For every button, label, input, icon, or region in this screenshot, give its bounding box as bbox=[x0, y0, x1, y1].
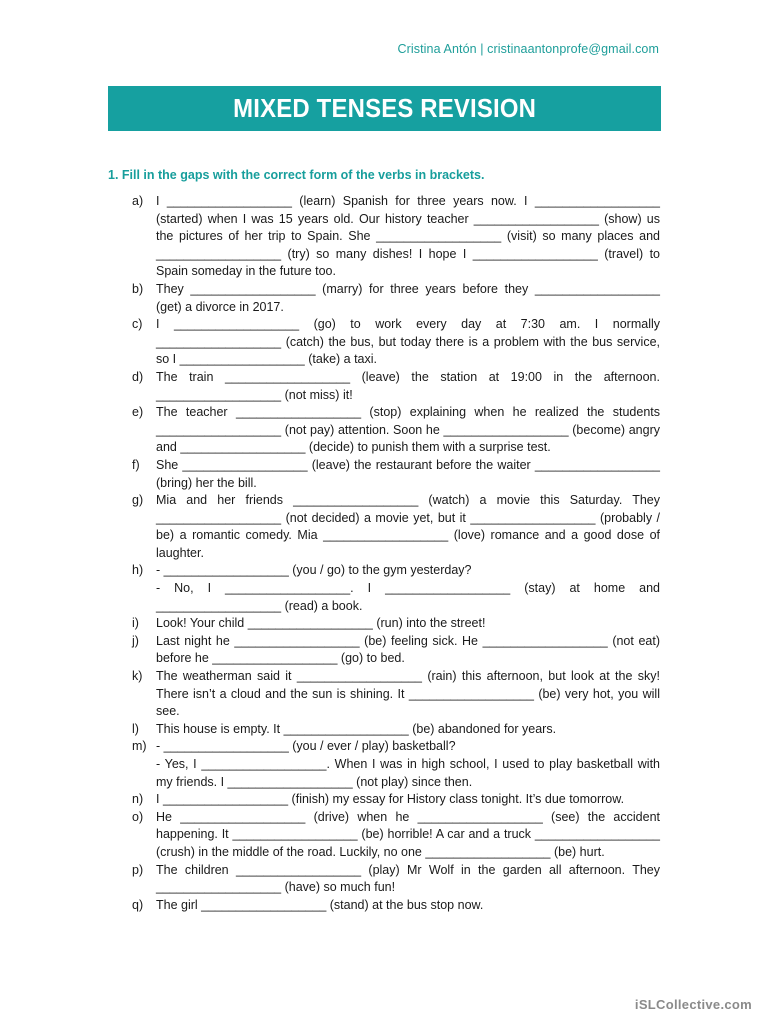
exercise-item bbox=[132, 492, 660, 562]
exercise-item bbox=[132, 633, 660, 668]
item-letter: o) bbox=[132, 809, 144, 824]
exercise-item bbox=[132, 668, 660, 721]
item-letter: p) bbox=[132, 862, 144, 877]
item-letter: m) bbox=[132, 739, 147, 754]
exercise-item bbox=[132, 404, 660, 457]
item-text: Last night he __________________ (be) feeling sick. He __________________ (not eat) before he __________________ (go) to bed. bbox=[156, 633, 660, 666]
exercise-item bbox=[132, 193, 660, 281]
item-text: I __________________ (go) to work every day at 7:30 am. I normally __________________ (catch) the bus, but today there is a problem with the bus service, so I __________________ (take) a taxi. bbox=[156, 317, 660, 367]
exercise-item bbox=[132, 897, 660, 915]
exercise-item bbox=[132, 862, 660, 897]
item-letter: c) bbox=[132, 317, 143, 332]
exercise-item bbox=[132, 562, 660, 615]
item-text: She __________________ (leave) the restaurant before the waiter __________________ (bring) her the bill. bbox=[156, 457, 660, 490]
page-title: MIXED TENSES REVISION bbox=[233, 93, 536, 123]
item-letter: d) bbox=[132, 369, 144, 384]
item-letter: j) bbox=[132, 633, 139, 648]
item-letter: k) bbox=[132, 669, 143, 684]
exercise-item bbox=[132, 615, 660, 633]
item-text: Mia and her friends __________________ (watch) a movie this Saturday. They __________________ (not decided) a movie yet, but it __________________ (probably / be) a romantic comedy. Mia __________________ (love) romance and a good dose of laughter. bbox=[156, 493, 660, 560]
item-letter: b) bbox=[132, 281, 144, 296]
exercise-items bbox=[132, 193, 660, 914]
item-text: They __________________ (marry) for three years before they __________________ (get) a divorce in 2017. bbox=[156, 281, 660, 314]
item-text: The girl __________________ (stand) at the bus stop now. bbox=[156, 897, 484, 912]
item-letter: h) bbox=[132, 563, 144, 578]
exercise-item bbox=[132, 369, 660, 404]
item-text: Look! Your child __________________ (run) into the street! bbox=[156, 616, 486, 631]
item-text: The train __________________ (leave) the station at 19:00 in the afternoon. __________________ (not miss) it! bbox=[156, 369, 660, 402]
site-watermark: iSLCollective.com bbox=[634, 997, 752, 1012]
exercise-item bbox=[132, 721, 660, 739]
item-text: - __________________ (you / go) to the gym yesterday? - No, I __________________. I __________________ (stay) at home and __________________ (read) a book. bbox=[156, 563, 660, 613]
item-letter: i) bbox=[132, 616, 139, 631]
item-letter: l) bbox=[132, 721, 139, 736]
item-text: The weatherman said it __________________ (rain) this afternoon, but look at the sky! There isn’t a cloud and the sun is shining. It __________________ (be) very hot, you will see. bbox=[156, 669, 660, 719]
item-text: I __________________ (learn) Spanish for three years now. I __________________ (started) when I was 15 years old. Our history teacher __________________ (show) us the pictures of her trip to Spain. She __________________ (visit) so many places and __________________ (try) so many dishes! I hope I __________________ (travel) to Spain someday in the future too. bbox=[156, 194, 660, 279]
item-text: - __________________ (you / ever / play) basketball? - Yes, I __________________. When I was in high school, I used to play basketball with my friends. I __________________ (not play) since then. bbox=[156, 739, 660, 789]
item-text: I __________________ (finish) my essay for History class tonight. It’s due tomorrow. bbox=[156, 792, 625, 807]
item-letter: a) bbox=[132, 194, 144, 208]
exercise-instruction: 1. Fill in the gaps with the correct form of the verbs in brackets. bbox=[108, 168, 485, 182]
exercise-item bbox=[132, 809, 660, 862]
exercise-item bbox=[132, 791, 660, 809]
title-banner bbox=[108, 86, 661, 131]
exercise-item bbox=[132, 281, 660, 316]
exercise-item bbox=[132, 738, 660, 791]
item-letter: g) bbox=[132, 493, 144, 508]
author-line: Cristina Antón | cristinaantonprofe@gmail.com bbox=[397, 42, 659, 56]
item-text: The teacher __________________ (stop) explaining when he realized the students __________________ (not pay) attention. Soon he __________________ (become) angry and __________________ (decide) to punish them with a surprise test. bbox=[156, 405, 660, 455]
exercise-item bbox=[132, 457, 660, 492]
item-letter: n) bbox=[132, 792, 144, 807]
item-letter: e) bbox=[132, 405, 144, 420]
item-text: The children __________________ (play) Mr Wolf in the garden all afternoon. They __________________ (have) so much fun! bbox=[156, 862, 660, 895]
item-letter: q) bbox=[132, 897, 144, 912]
item-text: He __________________ (drive) when he __________________ (see) the accident happening. It __________________ (be) horrible! A car and a truck __________________ (crush) in the middle of the road. Luckily, no one __________________ (be) hurt. bbox=[156, 809, 660, 859]
item-text: This house is empty. It __________________ (be) abandoned for years. bbox=[156, 721, 557, 736]
exercise-item bbox=[132, 316, 660, 369]
item-letter: f) bbox=[132, 457, 140, 472]
